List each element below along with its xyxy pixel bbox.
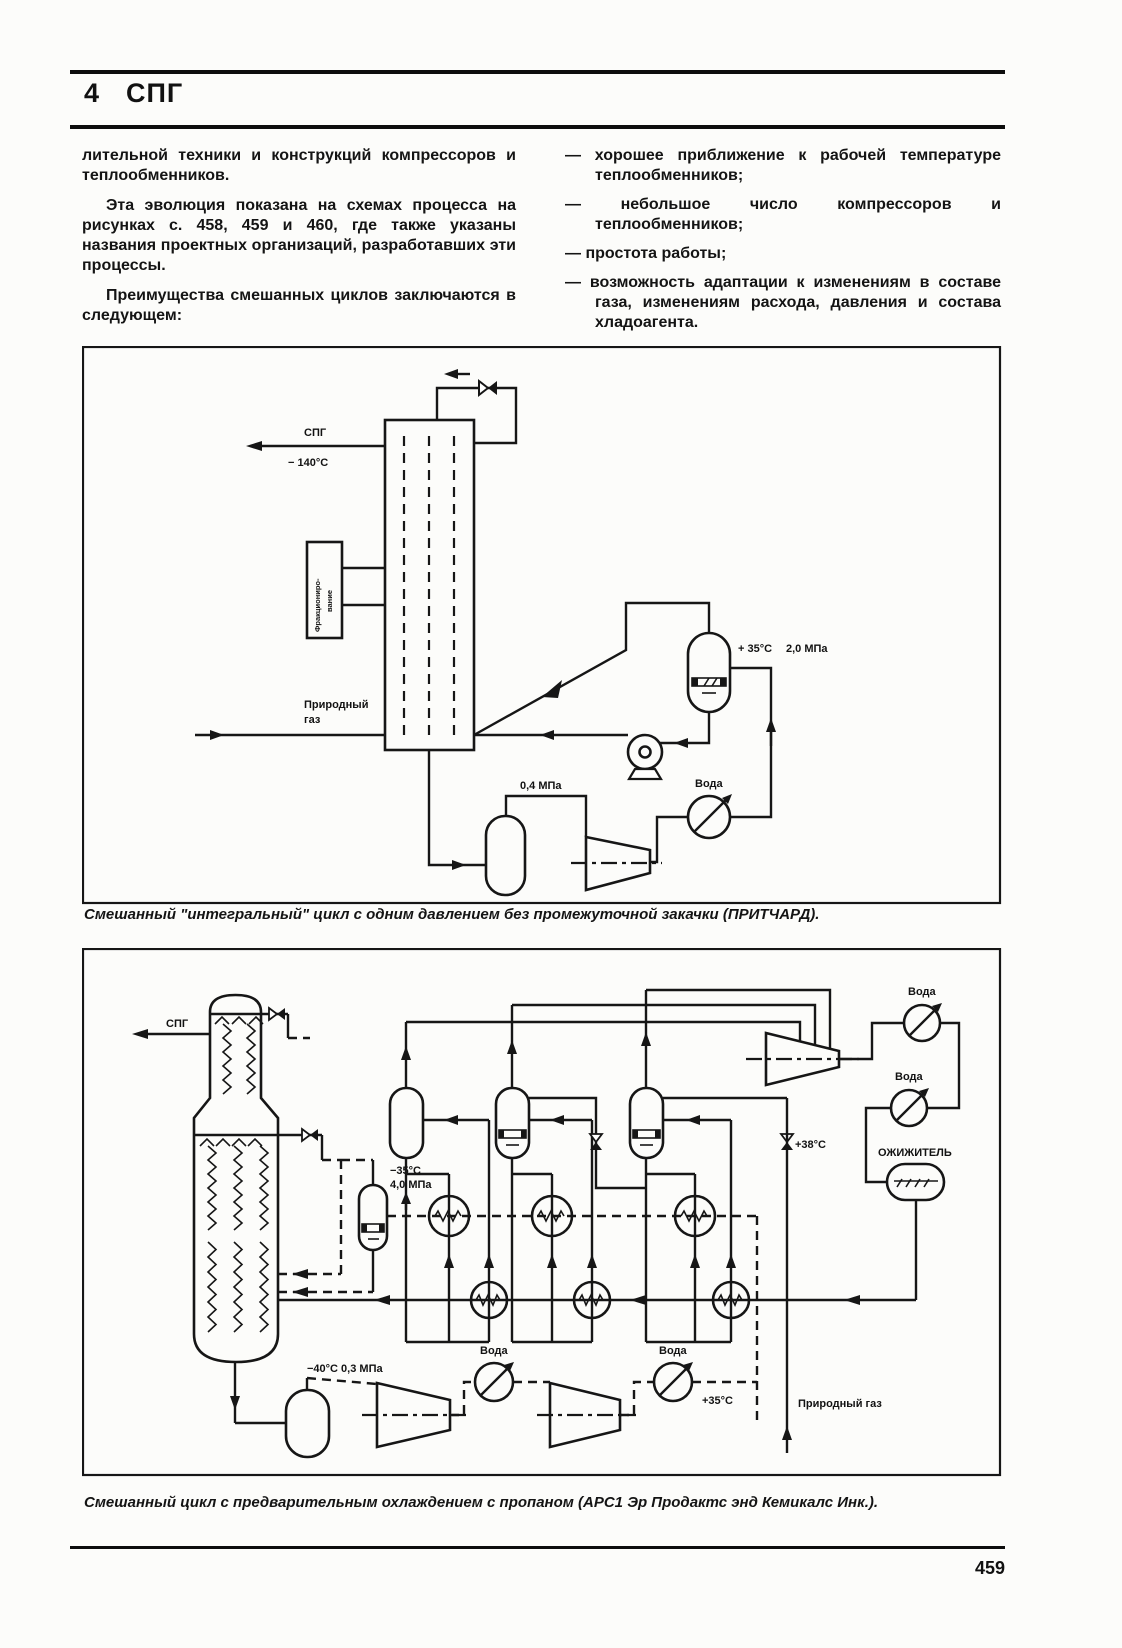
mr-separator-2	[496, 1088, 529, 1158]
valve-icon	[269, 1008, 277, 1020]
pump-foot	[629, 769, 661, 779]
flow-arrow-up	[782, 1426, 792, 1440]
figure-border	[83, 347, 1000, 903]
flow-arrow-left	[540, 730, 554, 740]
spray-nozzles	[215, 1017, 263, 1024]
bullet-item: — возможность адаптации к изменениям в составе газа, изменениям расхода, давления и состава хладоагента.	[565, 274, 1001, 331]
flow-arrow-left	[444, 369, 458, 379]
paragraph: лительной техники и конструкций компрессоров и теплообменников.	[82, 147, 516, 184]
cryogenic-exchanger	[194, 995, 341, 1362]
suction-drum	[486, 816, 525, 895]
water-cooler-2	[795, 1071, 929, 1182]
valve-icon	[479, 381, 488, 395]
suction-line	[429, 750, 586, 895]
flow-arrow-left	[374, 1295, 390, 1305]
flow-arrow-right	[210, 730, 224, 740]
valve-icon	[302, 1129, 310, 1141]
flow-arrow-left	[674, 738, 688, 748]
flow-arrow-left	[246, 441, 262, 451]
mr-separator-1	[390, 1088, 423, 1158]
bullet-item: — простота работы;	[565, 245, 727, 262]
chapter-title: СПГ	[126, 78, 184, 108]
liquefier-label: ОЖИЖИТЕЛЬ	[878, 1147, 952, 1159]
fractionation-label: вание	[325, 590, 334, 612]
liquefier-drum	[878, 1147, 952, 1300]
footer-rule	[70, 1546, 1005, 1549]
flow-arrow-left	[630, 1295, 646, 1305]
flow-arrow-left	[132, 1029, 148, 1039]
page-number: 459	[974, 1558, 1005, 1578]
right-text-column	[565, 146, 1001, 342]
chapter-heading	[84, 78, 183, 109]
propane-flash-drum	[278, 1160, 432, 1297]
stage-1-piping	[406, 1115, 494, 1342]
flow-arrow-up	[587, 1254, 597, 1268]
flow-arrow-up	[726, 1254, 736, 1268]
flow-arrow-up	[484, 1254, 494, 1268]
water-cooler	[688, 668, 776, 838]
flow-arrow-down	[230, 1396, 240, 1410]
main-heat-exchanger	[385, 420, 474, 750]
water-label: Вода	[895, 1071, 923, 1083]
water-label: Вода	[659, 1345, 687, 1357]
fractionation-label: Фракциониро-	[313, 578, 322, 632]
mr-separator-3	[630, 1088, 663, 1158]
paragraph: Преимущества смешанных циклов заключаются в следующем:	[82, 287, 516, 324]
water-label: Вода	[908, 986, 936, 998]
after-cooler-temp-label: +38°C	[794, 1139, 826, 1151]
pump-eye	[640, 747, 651, 758]
stage-2-piping	[512, 1115, 597, 1342]
valve-icon	[310, 1129, 318, 1141]
low-pressure-label: 0,4 МПа	[520, 780, 562, 792]
figure-apci-diagram	[82, 948, 1002, 1482]
mr-pump	[474, 712, 709, 779]
apci-schematic	[82, 948, 1002, 1477]
paragraph: Эта эволюция показана на схемах процесса на рисунках с. 458, 459 и 460, где также указаны названия проектных организаций, разработавших эти процессы.	[82, 197, 516, 274]
figure2-caption: Смешанный цикл с предварительным охлаждением с пропаном (АРС1 Эр Продактс энд Кемикалс Инк.).	[84, 1494, 879, 1511]
hp-separator	[688, 633, 828, 712]
vapor-duct	[474, 603, 709, 735]
mr-compressor	[571, 817, 688, 890]
mr-press-label: 4,0 МПа	[390, 1179, 432, 1191]
separator-temp-label: + 35°C	[738, 643, 773, 655]
fractionation-unit	[307, 542, 385, 638]
cold-label: −40°C 0,3 МПа	[307, 1363, 383, 1375]
flow-arrow-left	[292, 1287, 308, 1297]
natural-gas-label: Природный газ	[798, 1398, 882, 1410]
flow-arrow-up	[766, 718, 776, 732]
lng-outlet	[132, 1018, 210, 1039]
flow-arrow-left	[444, 1115, 458, 1125]
lng-label: СПГ	[166, 1018, 189, 1030]
mr-temp-label: −35°C	[390, 1165, 422, 1177]
flow-arrow-right	[452, 860, 466, 870]
natural-gas-feed	[782, 1098, 882, 1453]
header-rule-top	[70, 70, 1005, 74]
lng-outlet	[246, 427, 385, 469]
prico-schematic	[82, 346, 1002, 905]
valve-icon	[488, 381, 497, 395]
valve-icon	[277, 1008, 285, 1020]
out-temp-label: +35°C	[702, 1395, 734, 1407]
propane-train	[230, 1345, 757, 1457]
flow-arrow-left	[292, 1269, 308, 1279]
water-label: Вода	[695, 778, 723, 790]
flow-arrow-left	[550, 1115, 564, 1125]
stage-3-piping	[646, 1115, 736, 1342]
flow-arrow-left	[844, 1295, 860, 1305]
water-label: Вода	[480, 1345, 508, 1357]
chapter-number: 4	[84, 78, 101, 108]
figure1-caption: Смешанный "интегральный" цикл с одним давлением без промежуточной закачки (ПРИТЧАРД).	[84, 906, 820, 923]
bullet-item: — небольшое число компрессоров и теплообменников;	[565, 196, 1001, 233]
left-text-column	[82, 146, 516, 336]
flow-arrow-left	[686, 1115, 700, 1125]
jt-valve-loop	[437, 369, 516, 443]
flow-arrow-up	[401, 1046, 411, 1060]
jt-valve-b	[663, 1098, 793, 1150]
flow-arrow-up	[547, 1254, 557, 1268]
flow-arrow-up	[641, 1032, 651, 1046]
header-rule-bottom	[70, 125, 1005, 129]
spray-nozzles	[200, 1139, 262, 1146]
mr-compressor	[746, 1023, 904, 1085]
flow-arrow-up	[690, 1254, 700, 1268]
lng-temp-label: − 140°C	[288, 457, 329, 469]
natural-gas-label: Природный	[304, 699, 369, 711]
bullet-item: — хорошее приближение к рабочей температуре теплообменников;	[565, 147, 1001, 184]
flow-arrow-up	[444, 1254, 454, 1268]
figure-prico-diagram	[82, 346, 1002, 910]
natural-gas-inlet	[195, 699, 385, 740]
separator-press-label: 2,0 МПа	[786, 643, 828, 655]
propane-suction-drum	[286, 1390, 329, 1457]
flow-arrow-up	[507, 1040, 517, 1054]
flow-arrow-diagonal	[542, 680, 562, 698]
lng-label: СПГ	[304, 427, 327, 439]
natural-gas-label: газ	[304, 714, 321, 726]
